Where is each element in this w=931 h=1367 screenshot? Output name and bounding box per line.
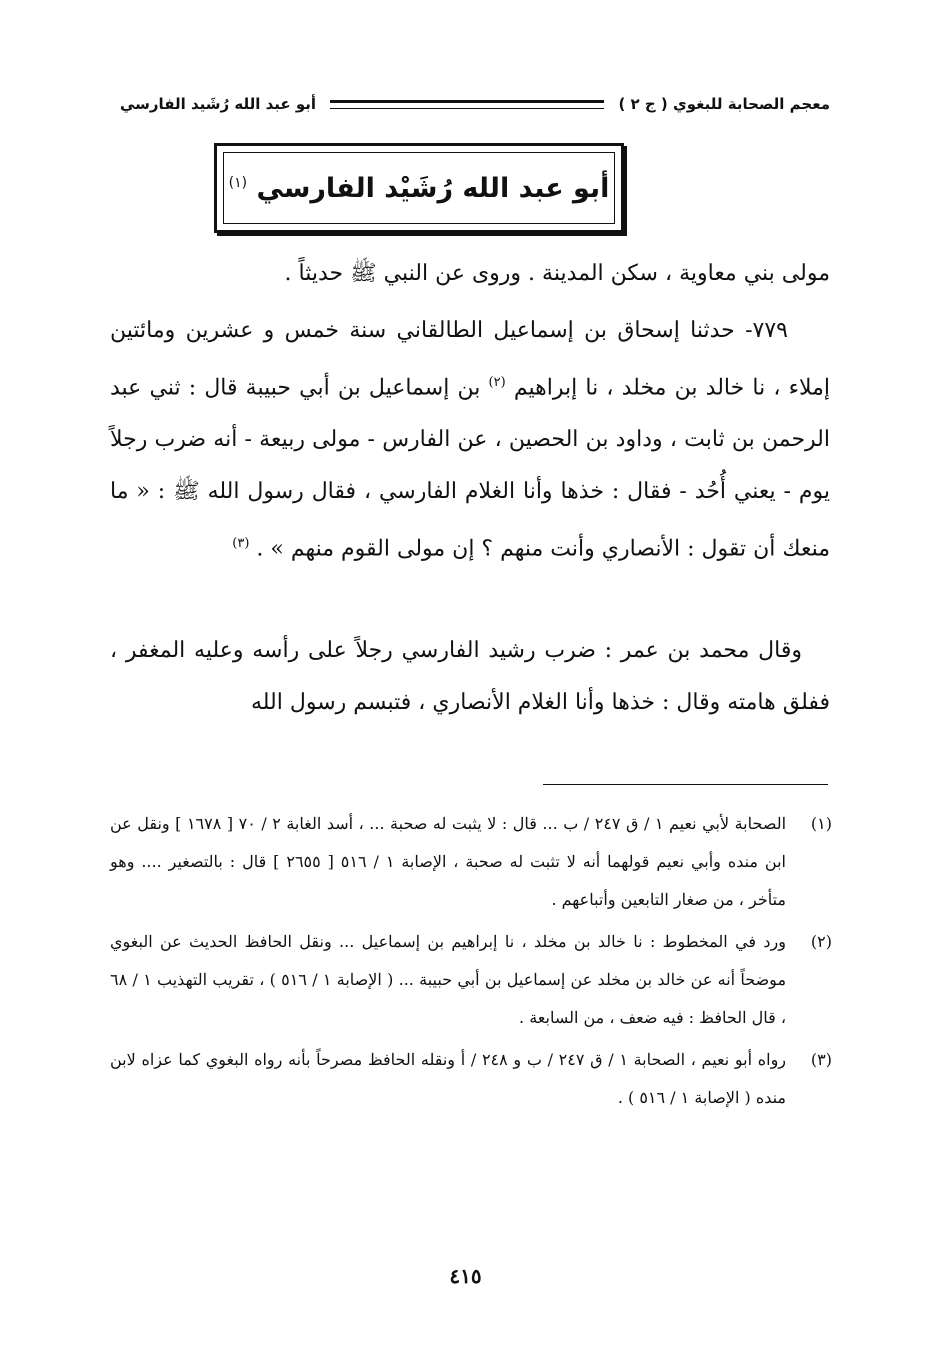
- entry-title-box: [214, 143, 624, 233]
- footnote-text: الصحابة لأبي نعيم ١ / ق ٢٤٧ / ب ... قال : لا يثبت له صحبة ... ، أسد الغابة ٢ / ٧٠ [ ١٦٧٨ ] ونقل عن ابن منده وأبي نعيم قولهما أنه لا تثبت له صحبة ، الإصابة ١ / ٥١٦ [ ٢٦٥٥ ] قال : بالتصغير .... وهو متأخر ، من صغار التابعين وأتباعهم .: [110, 814, 787, 909]
- entry-title: [229, 173, 610, 204]
- footnote-number: (٢): [810, 932, 832, 951]
- footnote-text: ورد في المخطوط : نا خالد بن مخلد ، نا إبراهيم بن إسماعيل ... ونقل الحافظ الحديث عن البغوي موضحاً أنه عن خالد بن مخلد عن إسماعيل بن أبي حبيبة ... ( الإصابة ١ / ٥١٦ ) ، تقريب التهذيب ١ / ٦٨ ، قال الحافظ : فيه ضعف ، من السابعة .: [110, 932, 787, 1027]
- entry-title-inner-frame: [223, 152, 615, 224]
- page-number: ٤١٥: [449, 1264, 482, 1288]
- footnotes: [110, 805, 832, 1121]
- footnote-text: رواه أبو نعيم ، الصحابة ١ / ق ٢٤٧ / ب و ٢٤٨ / أ ونقله الحافظ مصرحاً بأنه رواه البغوي كما عزاه لابن منده ( الإصابة ١ / ٥١٦ ) .: [110, 1050, 787, 1107]
- hadith-part-2: بن إسماعيل بن أبي حبيبة قال : ثني عبد الرحمن بن ثابت ، وداود بن الحصين ، عن الفارس - مولى ربيعة - أنه ضرب رجلاً يوم - يعني أُحُد - فقال : خذها وأنا الغلام الفارسي ، فقال رسول الله ﷺ : « ما منعك أن تقول : الأنصاري وأنت منهم ؟ إن مولى القوم منهم » .: [110, 375, 830, 562]
- running-header-book-title: معجم الصحابة للبغوي ( ج ٢ ): [618, 95, 830, 113]
- commentary-paragraph: [110, 625, 830, 729]
- footnote: [110, 923, 832, 1037]
- footnote-number: (١): [810, 814, 832, 833]
- hadith-part-1: ٧٧٩- حدثنا إسحاق بن إسماعيل الطالقاني سنة خمس و عشرين ومائتين إملاء ، نا خالد بن مخلد ، نا إبراهيم: [110, 318, 830, 401]
- footnote-ref-2: (٢): [488, 375, 506, 390]
- footnote-number: (٣): [810, 1050, 832, 1069]
- running-header-entry-title: أبو عبد الله رُشَيد الفارسي: [120, 95, 317, 113]
- footnote: [110, 1041, 832, 1117]
- hadith-text: [110, 305, 830, 576]
- footnote-ref-3: (٣): [232, 536, 250, 552]
- header-rule: [330, 100, 604, 109]
- footnote-separator: [543, 784, 828, 785]
- entry-intro: مولى بني معاوية ، سكن المدينة . وروى عن النبي ﷺ حديثاً .: [284, 261, 830, 286]
- entry-title-footnote-ref: (١): [228, 174, 248, 191]
- hadith-paragraph: [110, 305, 830, 576]
- running-header: [120, 88, 830, 120]
- entry-title-text: أبو عبد الله رُشَيْد الفارسي: [256, 172, 610, 204]
- footnote: [110, 805, 832, 919]
- commentary-text: وقال محمد بن عمر : ضرب رشيد الفارسي رجلاً على رأسه وعليه المغفر ، ففلق هامته وقال : خذها وأنا الغلام الأنصاري ، فتبسم رسول الله: [110, 638, 830, 715]
